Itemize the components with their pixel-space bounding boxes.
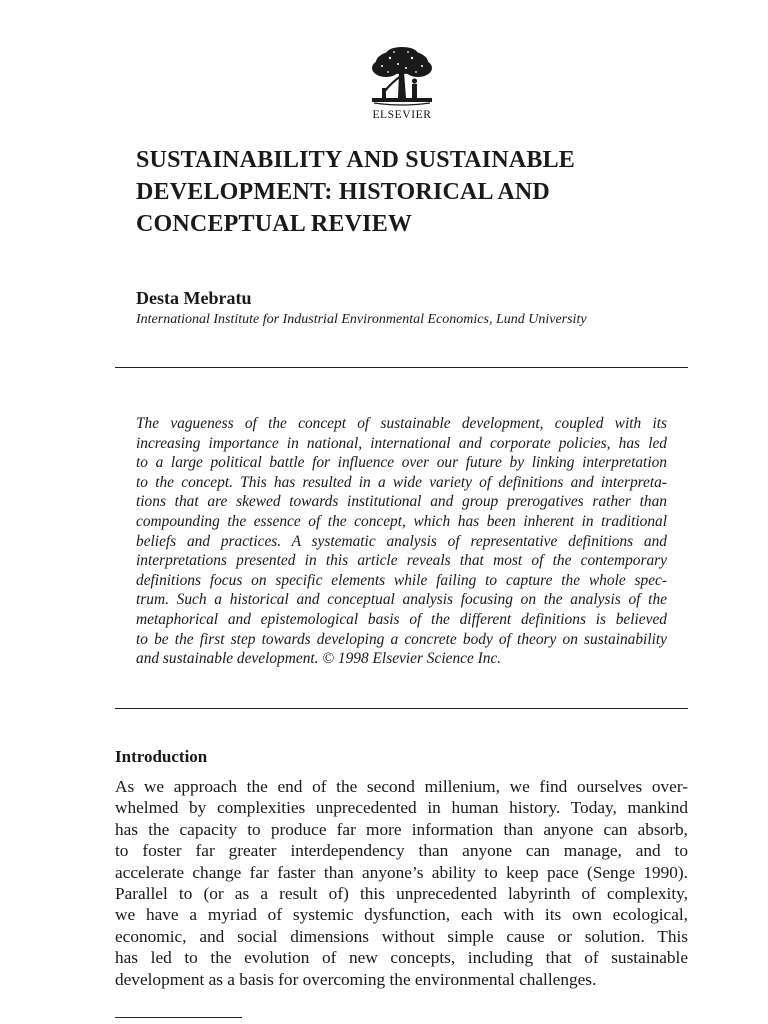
- title-line: SUSTAINABILITY AND SUSTAINABLE: [136, 147, 576, 173]
- abstract-line: to be the first step towards developing a concrete body of theory on sustainability: [136, 630, 667, 648]
- introduction-paragraph: [115, 776, 688, 990]
- paragraph-line: has the capacity to produce far more information than anyone can absorb,: [115, 819, 688, 839]
- paragraph-line: economic, and social dimensions without simple cause or solution. This: [115, 926, 688, 946]
- abstract-line: The vagueness of the concept of sustainable development, coupled with its: [136, 415, 667, 432]
- paragraph-line: accelerate change far faster than anyone’s ability to keep pace (Senge 1990).: [115, 862, 688, 882]
- abstract-line: metaphorical and epistemological basis of the different definitions is believed: [136, 610, 667, 628]
- title-line: CONCEPTUAL REVIEW: [136, 211, 413, 237]
- paragraph-line: As we approach the end of the second millenium, we find ourselves over-: [115, 777, 688, 796]
- section-heading-introduction: Introduction: [115, 747, 208, 766]
- publisher-logo-text: ELSEVIER: [372, 109, 432, 121]
- abstract-line: compounding the essence of the concept, which has been inherent in traditional: [136, 512, 667, 530]
- abstract-line: beliefs and practices. A systematic analysis of representative definitions and: [136, 532, 667, 550]
- paragraph-line: we have a myriad of systemic dysfunction, each with its own ecological,: [115, 905, 688, 925]
- paragraph-line: Parallel to (or as a result of) this unprecedented labyrinth of complexity,: [115, 883, 688, 903]
- abstract-line: tions that are skewed towards institutional and group prerogatives rather than: [136, 493, 667, 511]
- abstract-line: and sustainable development. © 1998 Elsevier Science Inc.: [136, 650, 502, 668]
- paragraph-line: development as a basis for overcoming the environmental challenges.: [115, 969, 597, 989]
- abstract: [136, 414, 667, 669]
- abstract-line: definitions focus on specific elements while failing to capture the whole spec-: [136, 571, 667, 589]
- elsevier-logo: [364, 46, 440, 121]
- title-line: DEVELOPMENT: HISTORICAL AND: [136, 179, 550, 205]
- footnote-separator: [115, 1017, 242, 1018]
- abstract-bottom-rule: [115, 708, 688, 709]
- author-name: Desta Mebratu: [136, 288, 252, 308]
- abstract-line: to a large political battle for influence over our future by linking interpretation: [136, 454, 667, 472]
- abstract-line: trum. Such a historical and conceptual analysis focusing on the analysis of the: [136, 591, 667, 609]
- abstract-line: interpretations presented in this article reveals that most of the contemporary: [136, 552, 667, 570]
- author-affiliation: International Institute for Industrial Environmental Economics, Lund University: [136, 312, 587, 327]
- abstract-line: increasing importance in national, international and corporate policies, has led: [136, 434, 667, 452]
- elsevier-tree-icon: [368, 46, 436, 108]
- paragraph-line: to foster far greater interdependency than anyone can manage, and to: [115, 841, 688, 861]
- abstract-top-rule: [115, 367, 688, 368]
- abstract-line: to the concept. This has resulted in a wide variety of definitions and interpreta-: [136, 473, 667, 491]
- article-title: [136, 144, 696, 240]
- paragraph-line: whelmed by complexities unprecedented in human history. Today, mankind: [115, 798, 688, 818]
- paragraph-line: has led to the evolution of new concepts, including that of sustainable: [115, 948, 688, 968]
